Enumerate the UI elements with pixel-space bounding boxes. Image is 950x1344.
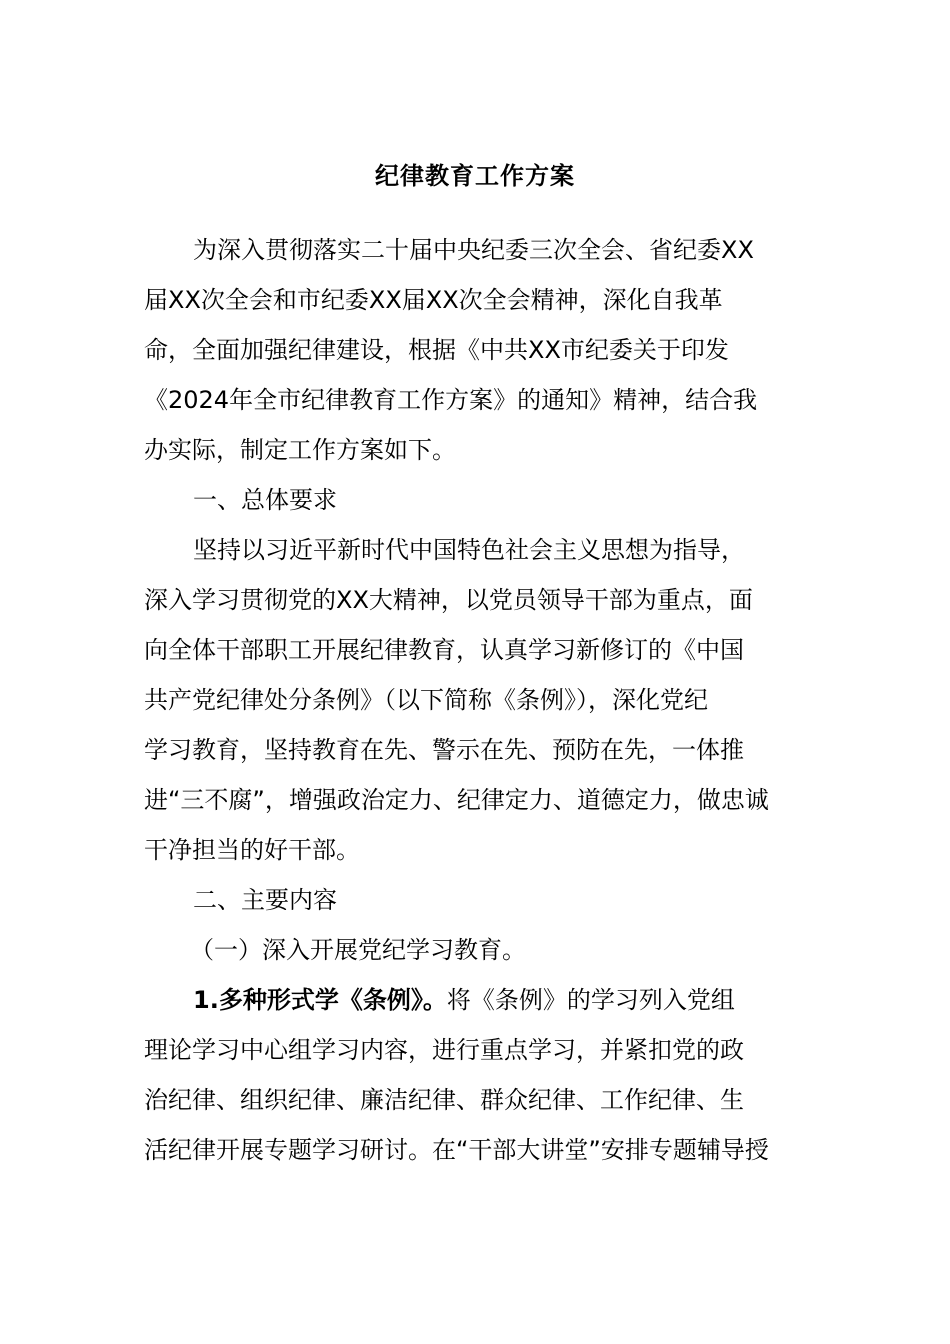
paragraph-line: 深入学习贯彻党的XX大精神，以党员领导干部为重点，面 [144, 586, 753, 614]
subsection-heading: （一）深入开展党纪学习教育。 [190, 936, 526, 964]
paragraph-line: 命，全面加强纪律建设，根据《中共XX市纪委关于印发 [144, 336, 729, 364]
paragraph-line: 治纪律、组织纪律、廉洁纪律、群众纪律、工作纪律、生 [144, 1086, 744, 1114]
paragraph-line: 活纪律开展专题学习研讨。在“干部大讲堂”安排专题辅导授 [144, 1136, 769, 1164]
paragraph-line: 共产党纪律处分条例》（以下简称《条例》），深化党纪 [144, 686, 708, 714]
paragraph-line: 办实际，制定工作方案如下。 [144, 436, 456, 464]
paragraph-line: 理论学习中心组学习内容，进行重点学习，并紧扣党的政 [144, 1036, 744, 1064]
paragraph-line: 为深入贯彻落实二十届中央纪委三次全会、省纪委XX [193, 236, 754, 264]
paragraph-line [193, 982, 806, 1018]
section-heading: 二、主要内容 [193, 886, 337, 914]
paragraph-line: 干净担当的好干部。 [144, 836, 360, 864]
paragraph-line: 向全体干部职工开展纪律教育，认真学习新修订的《中国 [144, 636, 744, 664]
document-title: 纪律教育工作方案 [375, 162, 575, 190]
paragraph-line: 进“三不腐”，增强政治定力、纪律定力、道德定力，做忠诚 [144, 786, 769, 814]
paragraph-line: 坚持以习近平新时代中国特色社会主义思想为指导， [193, 536, 745, 564]
item-heading: 1.多种形式学《条例》。 [193, 986, 447, 1014]
section-heading: 一、总体要求 [193, 486, 337, 514]
paragraph-line: 届XX次全会和市纪委XX届XX次全会精神，深化自我革 [144, 286, 723, 314]
paragraph-line: 《2024年全市纪律教育工作方案》的通知》精神，结合我 [144, 386, 758, 414]
paragraph-line: 学习教育，坚持教育在先、警示在先、预防在先，一体推 [144, 736, 744, 764]
item-text: 将《条例》的学习列入党组 [446, 986, 735, 1014]
